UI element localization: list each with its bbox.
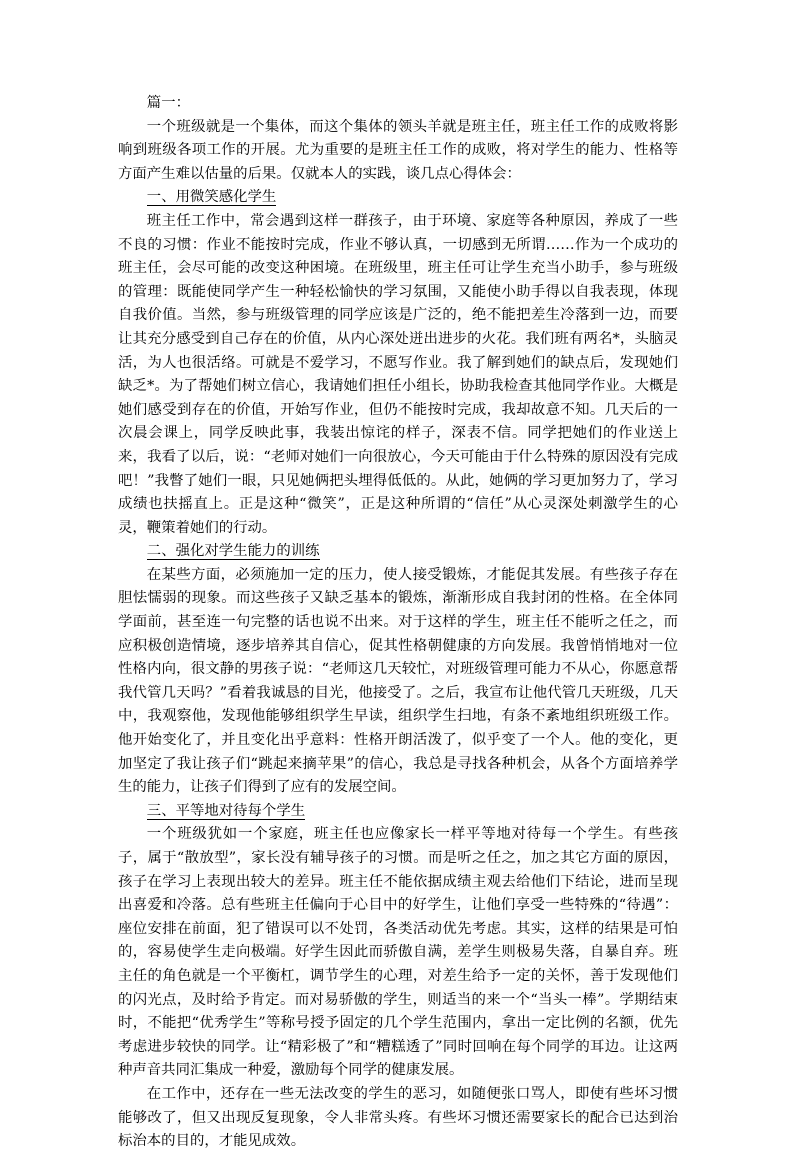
- intro-paragraph: 一个班级就是一个集体，而这个集体的领头羊就是班主任，班主任工作的成败将影响到班级各项工作的开展。尤为重要的是班主任工作的成败，将对学生的能力、性格等方面产生难以估量的后果。仅就本人的实践，谈几点心得体会：: [118, 118, 678, 182]
- section-1-heading: [118, 186, 678, 210]
- section-3-paragraph: 一个班级犹如一个家庭，班主任也应像家长一样平等地对待每一个学生。有些孩子，属于“散放型”，家长没有辅导孩子的习惯。而是听之任之，加之其它方面的原因，孩子在学习上表现出较大的差异。班主任不能依据成绩主观去给他们下结论，进而呈现出喜爱和冷落。总有些班主任偏向于心目中的好学生，让他们享受一些特殊的“待遇”：座位安排在前面，犯了错误可以不处罚，各类活动优先考虑。其实，这样的结果是可怕的，容易使学生走向极端。好学生因此而骄傲自满，差学生则极易失落，自暴自弃。班主任的角色就是一个平衡杠，调节学生的心理，对差生给予一定的关怀，善于发现他们的闪光点，及时给予肯定。而对易骄傲的学生，则适当的来一个“当头一棒”。学期结束时，不能把“优秀学生”等称号授予固定的几个学生范围内，拿出一定比例的名额，优先考虑进步较快的同学。让“精彩极了”和“糟糕透了”同时回响在每个同学的耳边。让这两种声音共同汇集成一种爱，激励每个同学的健康发展。: [118, 826, 678, 1079]
- section-3-heading: [118, 800, 678, 824]
- section-2-heading-text: 二、强化对学生能力的训练: [146, 543, 320, 560]
- section-2-paragraph: 在某些方面，必须施加一定的压力，使人接受锻炼，才能促其发展。有些孩子存在胆怯懦弱的现象。而这些孩子又缺乏基本的锻炼，渐渐形成自我封闭的性格。在全体同学面前，甚至连一句完整的话也说不出来。对于这样的学生，班主任不能听之任之，而应积极创造情境，逐步培养其自信心，促其性格朝健康的方向发展。我曾悄悄地对一位性格内向，很文静的男孩子说：“老师这几天较忙，对班级管理可能力不从心，你愿意帮我代管几天吗？”看着我诚恳的目光，他接受了。之后，我宣布让他代管几天班级，几天中，我观察他，发现他能够组织学生早读，组织学生扫地，有条不紊地组织班级工作。他开始变化了，并且变化出乎意料：性格开朗活泼了，似乎变了一个人。他的变化，更加坚定了我让孩子们“跳起来摘苹果”的信心，我总是寻找各种机会，从各个方面培养学生的能力，让孩子们得到了应有的发展空间。: [118, 566, 678, 796]
- closing-paragraph: 在工作中，还存在一些无法改变的学生的恶习，如随便张口骂人，即使有些坏习惯能够改了，但又出现反复现象，令人非常头疼。有些坏习惯还需要家长的配合已达到治标治本的目的，才能见成效。: [118, 1085, 678, 1150]
- document-title: 篇一：: [146, 95, 190, 111]
- document-page: [118, 92, 678, 1154]
- section-1-heading-text: 一、用微笑感化学生: [146, 189, 277, 206]
- section-2-heading: [118, 540, 678, 564]
- section-1-paragraph: 班主任工作中，常会遇到这样一群孩子，由于环境、家庭等各种原因，养成了一些不良的习惯：作业不能按时完成，作业不够认真，一切感到无所谓……作为一个成功的班主任，会尽可能的改变这种困境。在班级里，班主任可让学生充当小助手，参与班级的管理：既能使同学产生一种轻松愉快的学习氛围，又能使小助手得以自我表现，体现自我价值。当然，参与班级管理的同学应该是广泛的，绝不能把差生冷落到一边，而要让其充分感受到自己存在的价值，从内心深处迸出进步的火花。我们班有两名*，头脑灵活，为人也很活络。可就是不爱学习，不愿写作业。我了解到她们的缺点后，发现她们缺乏*。为了帮她们树立信心，我请她们担任小组长，协助我检查其他同学作业。大概是她们感受到存在的价值，开始写作业，但仍不能按时完成，我却故意不知。几天后的一次晨会课上，同学反映此事，我装出惊诧的样子，深表不信。同学把她们的作业送上来，我看了以后，说：“老师对她们一向很放心，今天可能由于什么特殊的原因没有完成吧！”我瞥了她们一眼，只见她俩把头埋得低低的。从此，她俩的学习更加努力了，学习成绩也扶摇直上。正是这种“微笑”，正是这种所谓的“信任”从心灵深处刺激学生的心灵，鞭策着她们的行动。: [118, 212, 678, 536]
- section-3-heading-text: 三、平等地对待每个学生: [146, 802, 306, 819]
